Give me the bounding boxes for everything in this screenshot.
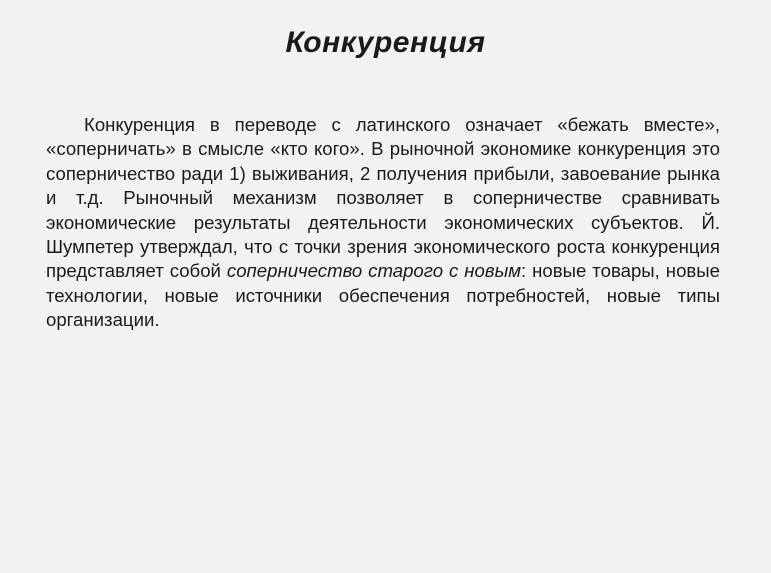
body-paragraph <box>46 113 720 333</box>
paragraph-emphasis: соперничество старого с новым <box>226 260 522 282</box>
paragraph-text-part2: : новые товары, новые технологии, новые источники обеспечения потребностей, новые типы организации. <box>46 260 720 331</box>
paragraph-text-part1: Конкуренция в переводе с латинского означает «бежать вместе», «соперничать» в смысле «кто кого». В рыночной экономике конкуренция это соперничество ради 1) выживания, 2 получения прибыли, завоевание рынка и т.д. Рыночный механизм позволяет в соперничестве сравнивать экономические результаты деятельности экономических субъектов. Й. Шумпетер утверждал, что с точки зрения экономического роста конкуренция представляет собой <box>46 114 720 282</box>
slide-title: Конкуренция <box>285 26 486 59</box>
